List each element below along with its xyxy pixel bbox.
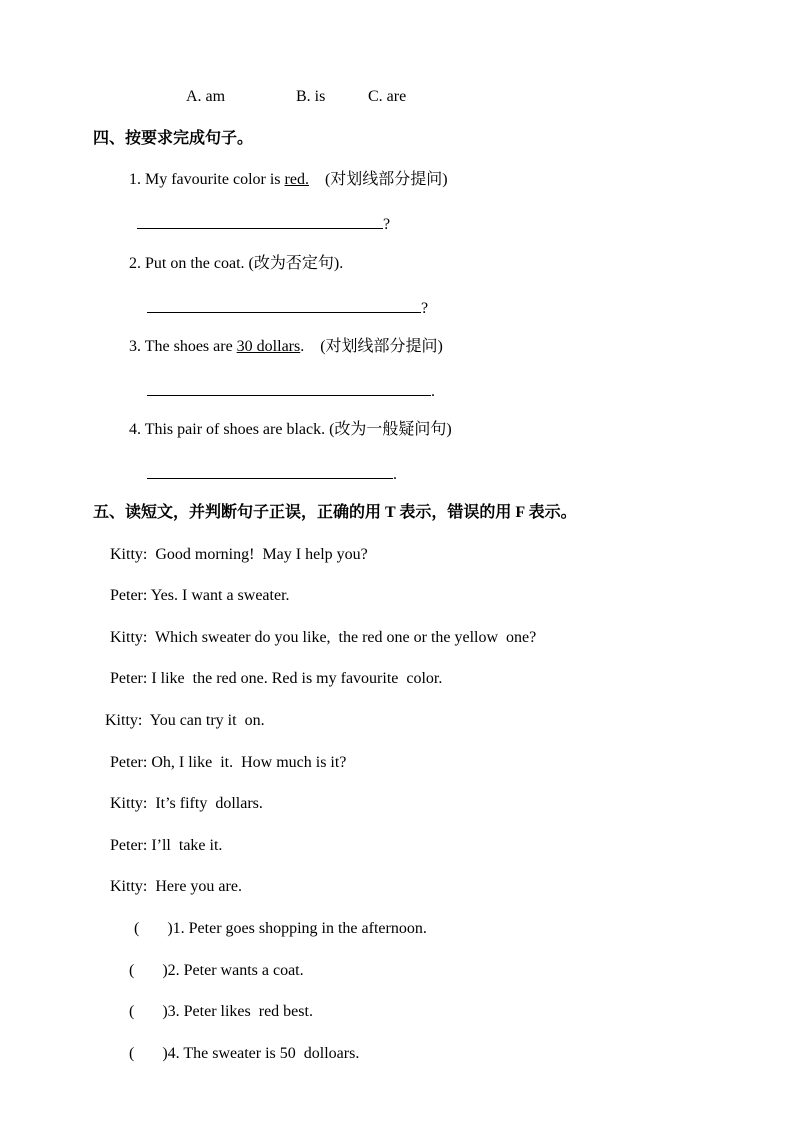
answer-blank[interactable] bbox=[137, 212, 383, 229]
dialogue-line: Peter: I like the red one. Red is my favourite color. bbox=[110, 670, 443, 687]
dialogue-line: Kitty: Good morning! May I help you? bbox=[110, 546, 368, 563]
answer-end: ? bbox=[421, 300, 429, 317]
answer-blank[interactable] bbox=[147, 379, 431, 396]
dialogue-line: Kitty: It’s fifty dollars. bbox=[110, 795, 263, 812]
s4-q1-after: (对划线部分提问) bbox=[308, 171, 448, 188]
judge-question[interactable]: ( )1. Peter goes shopping in the afternoon. bbox=[134, 920, 427, 937]
judge-question[interactable]: ( )4. The sweater is 50 dolloars. bbox=[129, 1045, 360, 1062]
dialogue-line: Kitty: Which sweater do you like, the red one or the yellow one? bbox=[110, 629, 537, 646]
dialogue-line: Peter: I’ll take it. bbox=[110, 837, 223, 854]
s4-q3-underlined: 30 dollars bbox=[236, 338, 301, 355]
dialogue-line: Kitty: Here you are. bbox=[110, 878, 242, 895]
s4-q3 bbox=[129, 337, 443, 357]
option-a: A. am bbox=[186, 88, 226, 105]
answer-end: ? bbox=[383, 216, 391, 233]
s4-q2-answer[interactable] bbox=[147, 296, 428, 319]
s4-q1 bbox=[129, 170, 448, 190]
s4-q1-before: 1. My favourite color is bbox=[129, 171, 285, 188]
answer-end: . bbox=[393, 466, 397, 483]
dialogue-line: Peter: Oh, I like it. How much is it? bbox=[110, 754, 347, 771]
judge-question[interactable]: ( )3. Peter likes red best. bbox=[129, 1003, 313, 1020]
s4-q4: 4. This pair of shoes are black. (改为一般疑问句) bbox=[129, 421, 452, 438]
s4-q3-after: . (对划线部分提问) bbox=[300, 338, 443, 355]
s4-q2: 2. Put on the coat. (改为否定句). bbox=[129, 255, 344, 272]
answer-end: . bbox=[431, 383, 435, 400]
answer-blank[interactable] bbox=[147, 296, 421, 313]
s4-q4-answer[interactable] bbox=[147, 462, 397, 485]
answer-blank[interactable] bbox=[147, 462, 393, 479]
section4-title: 四、按要求完成句子。 bbox=[93, 130, 254, 147]
s4-q3-before: 3. The shoes are bbox=[129, 338, 237, 355]
s4-q3-answer[interactable] bbox=[147, 379, 435, 402]
dialogue-line: Kitty: You can try it on. bbox=[105, 712, 265, 729]
judge-question[interactable]: ( )2. Peter wants a coat. bbox=[129, 962, 304, 979]
option-c: C. are bbox=[368, 88, 407, 105]
option-b: B. is bbox=[296, 88, 326, 105]
dialogue-line: Peter: Yes. I want a sweater. bbox=[110, 587, 290, 604]
s4-q1-answer[interactable] bbox=[137, 212, 390, 235]
section5-title: 五、读短文，并判断句子正误，正确的用 T 表示，错误的用 F 表示。 bbox=[93, 504, 577, 521]
s4-q1-underlined: red. bbox=[284, 171, 309, 188]
